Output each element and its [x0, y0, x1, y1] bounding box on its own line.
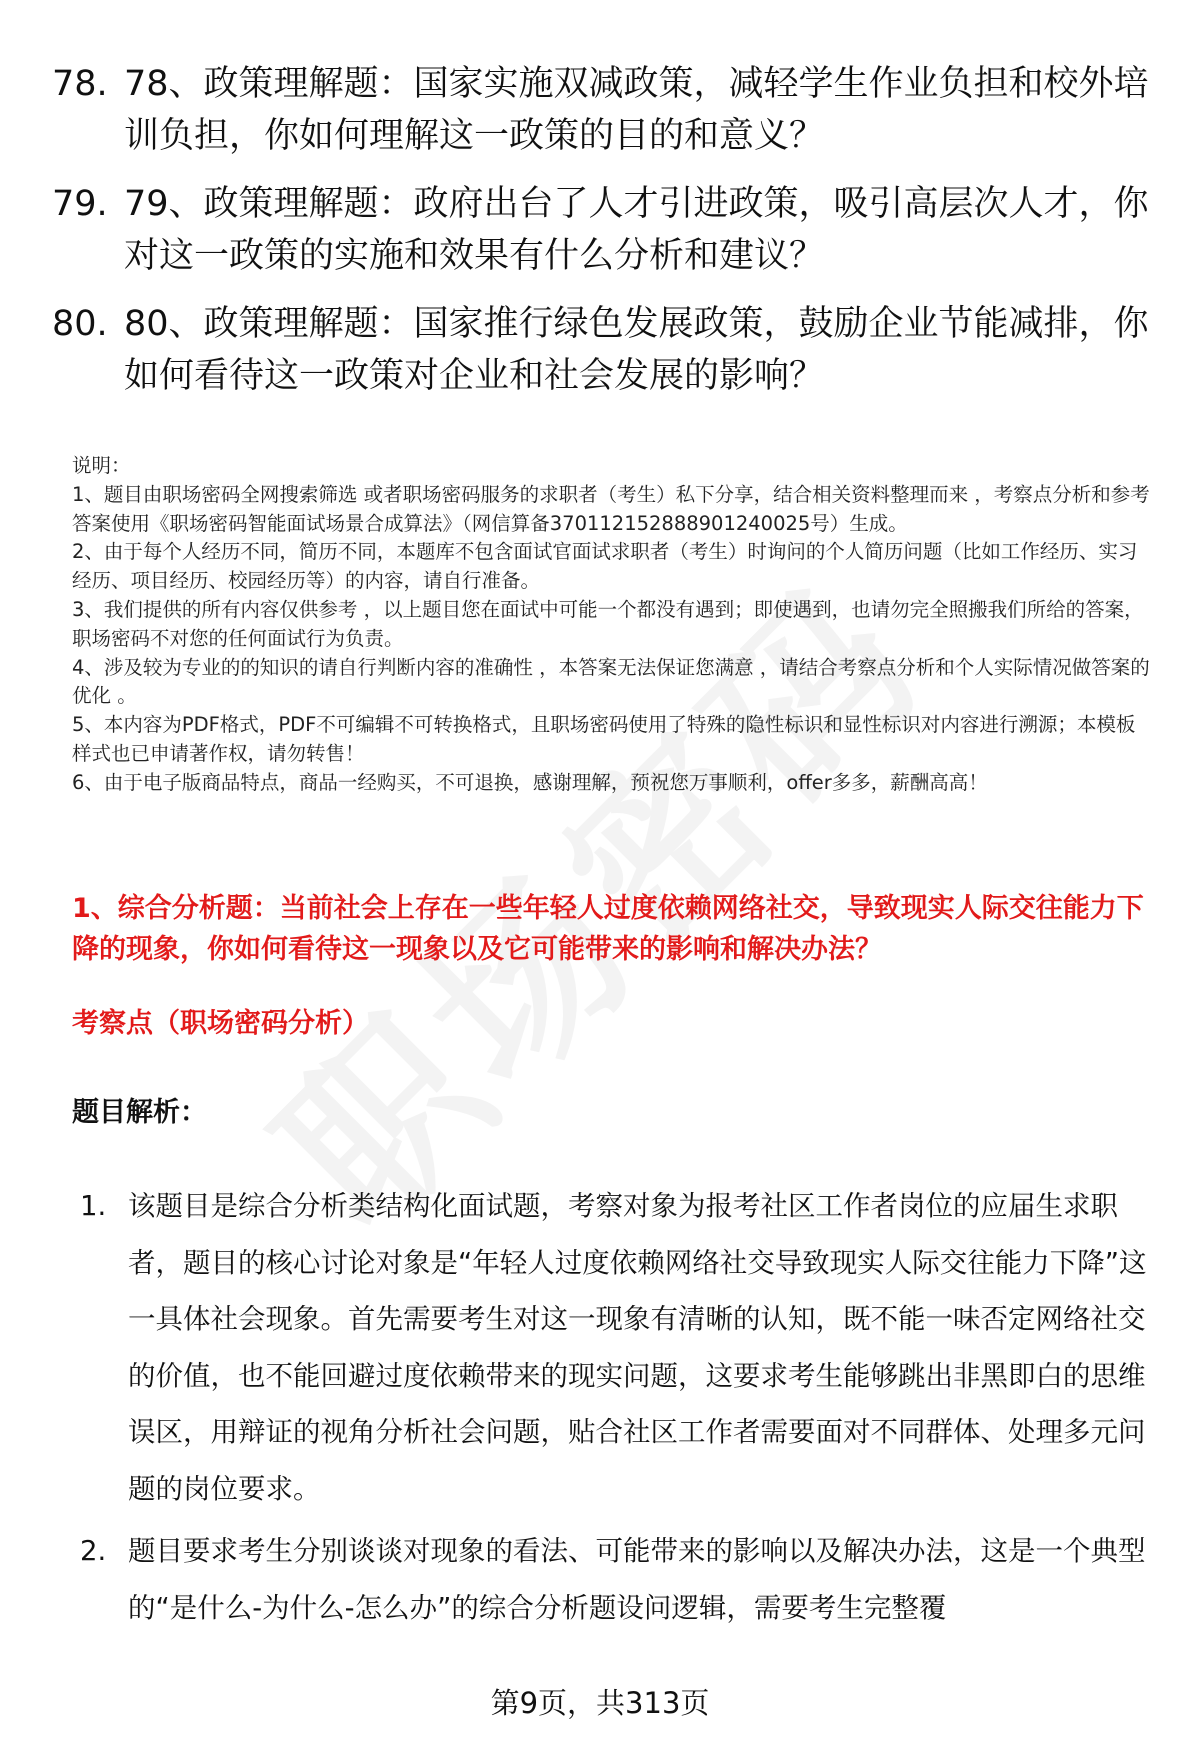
analysis-heading: 题目解析：	[72, 1097, 207, 1128]
note-item: 3、我们提供的所有内容仅供参考 ，以上题目您在面试中可能一个都没有遇到；即使遇到，也请勿完全照搬我们所给的答案，职场密码不对您的任何面试行为负责。	[72, 597, 1144, 650]
note-item: 1、题目由职场密码全网搜索筛选 或者职场密码服务的求职者（考生）私下分享，结合相关资料整理而来 ，考察点分析和参考答案使用《职场密码智能面试场景合成算法》（网信算备370112152888901240025号）生成。	[72, 482, 1150, 535]
analysis-item	[80, 1178, 1152, 1517]
question-list	[52, 58, 1152, 418]
question-number: 80.	[52, 304, 108, 344]
page-footer: 第9页，共313页	[490, 1686, 710, 1720]
note-item: 2、由于每个人经历不同，简历不同，本题库不包含面试官面试求职者（考生）时询问的个人简历问题（比如工作经历、实习经历、项目经历、校园经历等）的内容，请自行准备。	[72, 540, 1138, 593]
notes-section	[72, 452, 1152, 798]
analysis-text: 该题目是综合分析类结构化面试题，考察对象为报考社区工作者岗位的应届生求职者，题目的核心讨论对象是“年轻人过度依赖网络社交导致现实人际交往能力下降”这一具体社会现象。首先需要考生对这一现象有清晰的认知，既不能一味否定网络社交的价值，也不能回避过度依赖带来的现实问题，这要求考生能够跳出非黑即白的思维误区，用辩证的视角分析社会问题，贴合社区工作者需要面对不同群体、处理多元问题的岗位要求。	[128, 1190, 1147, 1505]
main-question: 1、综合分析题：当前社会上存在一些年轻人过度依赖网络社交，导致现实人际交往能力下降的现象，你如何看待这一现象以及它可能带来的影响和解决办法？	[72, 893, 1144, 965]
question-item	[52, 178, 1152, 282]
note-item: 6、由于电子版商品特点，商品一经购买，不可退换，感谢理解，预祝您万事顺利，offer多多，薪酬高高！	[72, 770, 988, 794]
analysis-text: 题目要求考生分别谈谈对现象的看法、可能带来的影响以及解决办法，这是一个典型的“是什么-为什么-怎么办”的综合分析题设问逻辑，需要考生完整覆	[128, 1535, 1146, 1624]
question-number: 78.	[52, 64, 108, 104]
analysis-number: 2.	[80, 1535, 107, 1567]
question-item	[52, 58, 1152, 162]
notes-title: 说明：	[72, 454, 131, 477]
kaochadian-heading: 考察点（职场密码分析）	[72, 1008, 369, 1039]
question-text: 80、政策理解题：国家推行绿色发展政策，鼓励企业节能减排，你如何看待这一政策对企业和社会发展的影响？	[124, 304, 1149, 396]
question-number: 79.	[52, 184, 108, 224]
question-item	[52, 298, 1152, 402]
question-text: 79、政策理解题：政府出台了人才引进政策，吸引高层次人才，你对这一政策的实施和效果有什么分析和建议？	[124, 184, 1149, 276]
analysis-list	[80, 1178, 1152, 1642]
question-text: 78、政策理解题：国家实施双减政策，减轻学生作业负担和校外培训负担，你如何理解这一政策的目的和意义？	[124, 64, 1149, 156]
note-item: 5、本内容为PDF格式，PDF不可编辑不可转换格式，且职场密码使用了特殊的隐性标识和显性标识对内容进行溯源；本模板样式也已申请著作权，请勿转售！	[72, 713, 1136, 765]
analysis-number: 1.	[80, 1190, 107, 1222]
analysis-item	[80, 1523, 1152, 1636]
note-item: 4、涉及较为专业的的知识的请自行判断内容的准确性 ，本答案无法保证您满意 ，请结合考察点分析和个人实际情况做答案的优化 。	[72, 655, 1150, 708]
